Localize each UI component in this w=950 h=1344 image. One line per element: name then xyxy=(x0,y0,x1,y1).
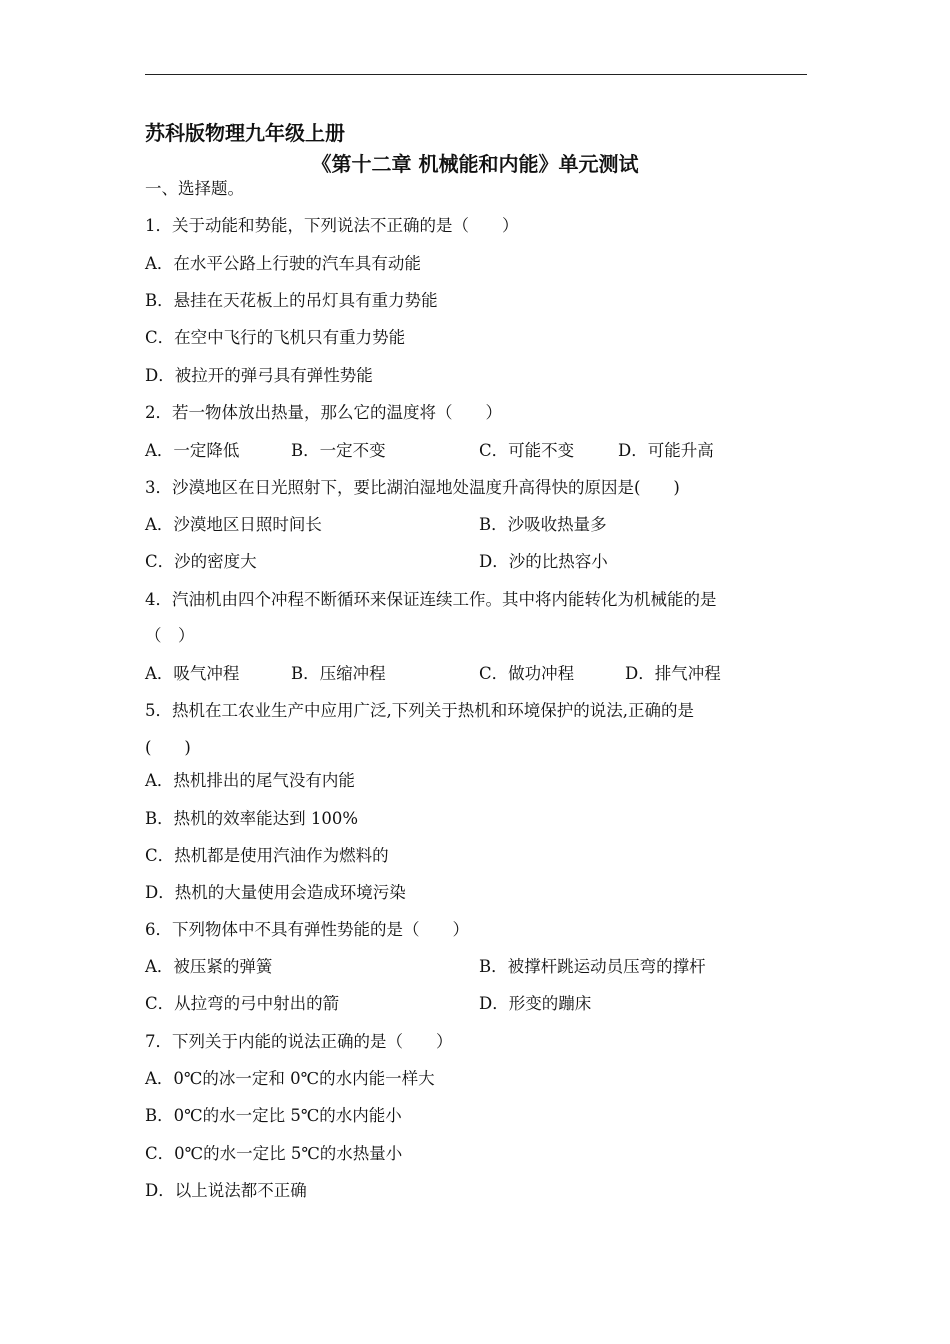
question-1-option-b: B．悬挂在天花板上的吊灯具有重力势能 xyxy=(145,291,438,310)
question-5-option-c: C．热机都是使用汽油作为燃料的 xyxy=(145,846,389,865)
question-4-stem: 4．汽油机由四个冲程不断循环来保证连续工作。其中将内能转化为机械能的是 xyxy=(145,590,717,609)
question-5-stem: 5．热机在工农业生产中应用广泛,下列关于热机和环境保护的说法,正确的是 xyxy=(145,701,694,720)
question-3-option-a: A．沙漠地区日照时间长 xyxy=(145,515,322,534)
question-6-option-a: A．被压紧的弹簧 xyxy=(145,957,273,976)
question-3-option-c: C．沙的密度大 xyxy=(145,552,257,571)
book-title: 苏科版物理九年级上册 xyxy=(145,121,345,145)
question-1-option-a: A．在水平公路上行驶的汽车具有动能 xyxy=(145,254,421,273)
question-4-option-d: D．排气冲程 xyxy=(625,664,721,683)
question-7-option-c: C．0℃的水一定比 5℃的水热量小 xyxy=(145,1144,403,1163)
question-4-option-a: A．吸气冲程 xyxy=(145,664,240,683)
question-6-option-d: D．形变的蹦床 xyxy=(479,994,592,1013)
section-heading: 一、选择题。 xyxy=(145,179,244,198)
question-2-option-b: B．一定不变 xyxy=(291,441,386,460)
question-1-option-d: D．被拉开的弹弓具有弹性势能 xyxy=(145,366,373,385)
question-1-stem: 1．关于动能和势能，下列说法不正确的是（ ） xyxy=(145,216,519,235)
question-5-option-d: D．热机的大量使用会造成环境污染 xyxy=(145,883,406,902)
question-5-option-a: A．热机排出的尾气没有内能 xyxy=(145,771,355,790)
question-6-option-b: B．被撑杆跳运动员压弯的撑杆 xyxy=(479,957,706,976)
question-2-option-c: C．可能不变 xyxy=(479,441,575,460)
question-5-stem-continued: ( ) xyxy=(145,738,191,757)
question-5-option-b: B．热机的效率能达到 100% xyxy=(145,809,359,828)
question-7-stem: 7．下列关于内能的说法正确的是（ ） xyxy=(145,1032,453,1051)
question-3-option-d: D．沙的比热容小 xyxy=(479,552,608,571)
question-4-option-c: C．做功冲程 xyxy=(479,664,575,683)
question-2-option-d: D．可能升高 xyxy=(618,441,714,460)
question-3-stem: 3．沙漠地区在日光照射下，要比湖泊湿地处温度升高得快的原因是( ) xyxy=(145,478,680,497)
question-4-stem-continued: （ ） xyxy=(145,626,195,645)
question-2-option-a: A．一定降低 xyxy=(145,441,240,460)
question-7-option-d: D．以上说法都不正确 xyxy=(145,1181,307,1200)
question-3-option-b: B．沙吸收热量多 xyxy=(479,515,607,534)
question-7-option-a: A．0℃的冰一定和 0℃的水内能一样大 xyxy=(145,1069,435,1088)
header-rule xyxy=(145,74,807,75)
question-7-option-b: B．0℃的水一定比 5℃的水内能小 xyxy=(145,1106,402,1125)
question-2-stem: 2．若一物体放出热量，那么它的温度将（ ） xyxy=(145,403,502,422)
question-4-option-b: B．压缩冲程 xyxy=(291,664,386,683)
question-6-stem: 6．下列物体中不具有弹性势能的是（ ） xyxy=(145,920,469,939)
question-1-option-c: C．在空中飞行的飞机只有重力势能 xyxy=(145,328,406,347)
question-6-option-c: C．从拉弯的弓中射出的箭 xyxy=(145,994,340,1013)
test-title: 《第十二章 机械能和内能》单元测试 xyxy=(311,152,639,176)
